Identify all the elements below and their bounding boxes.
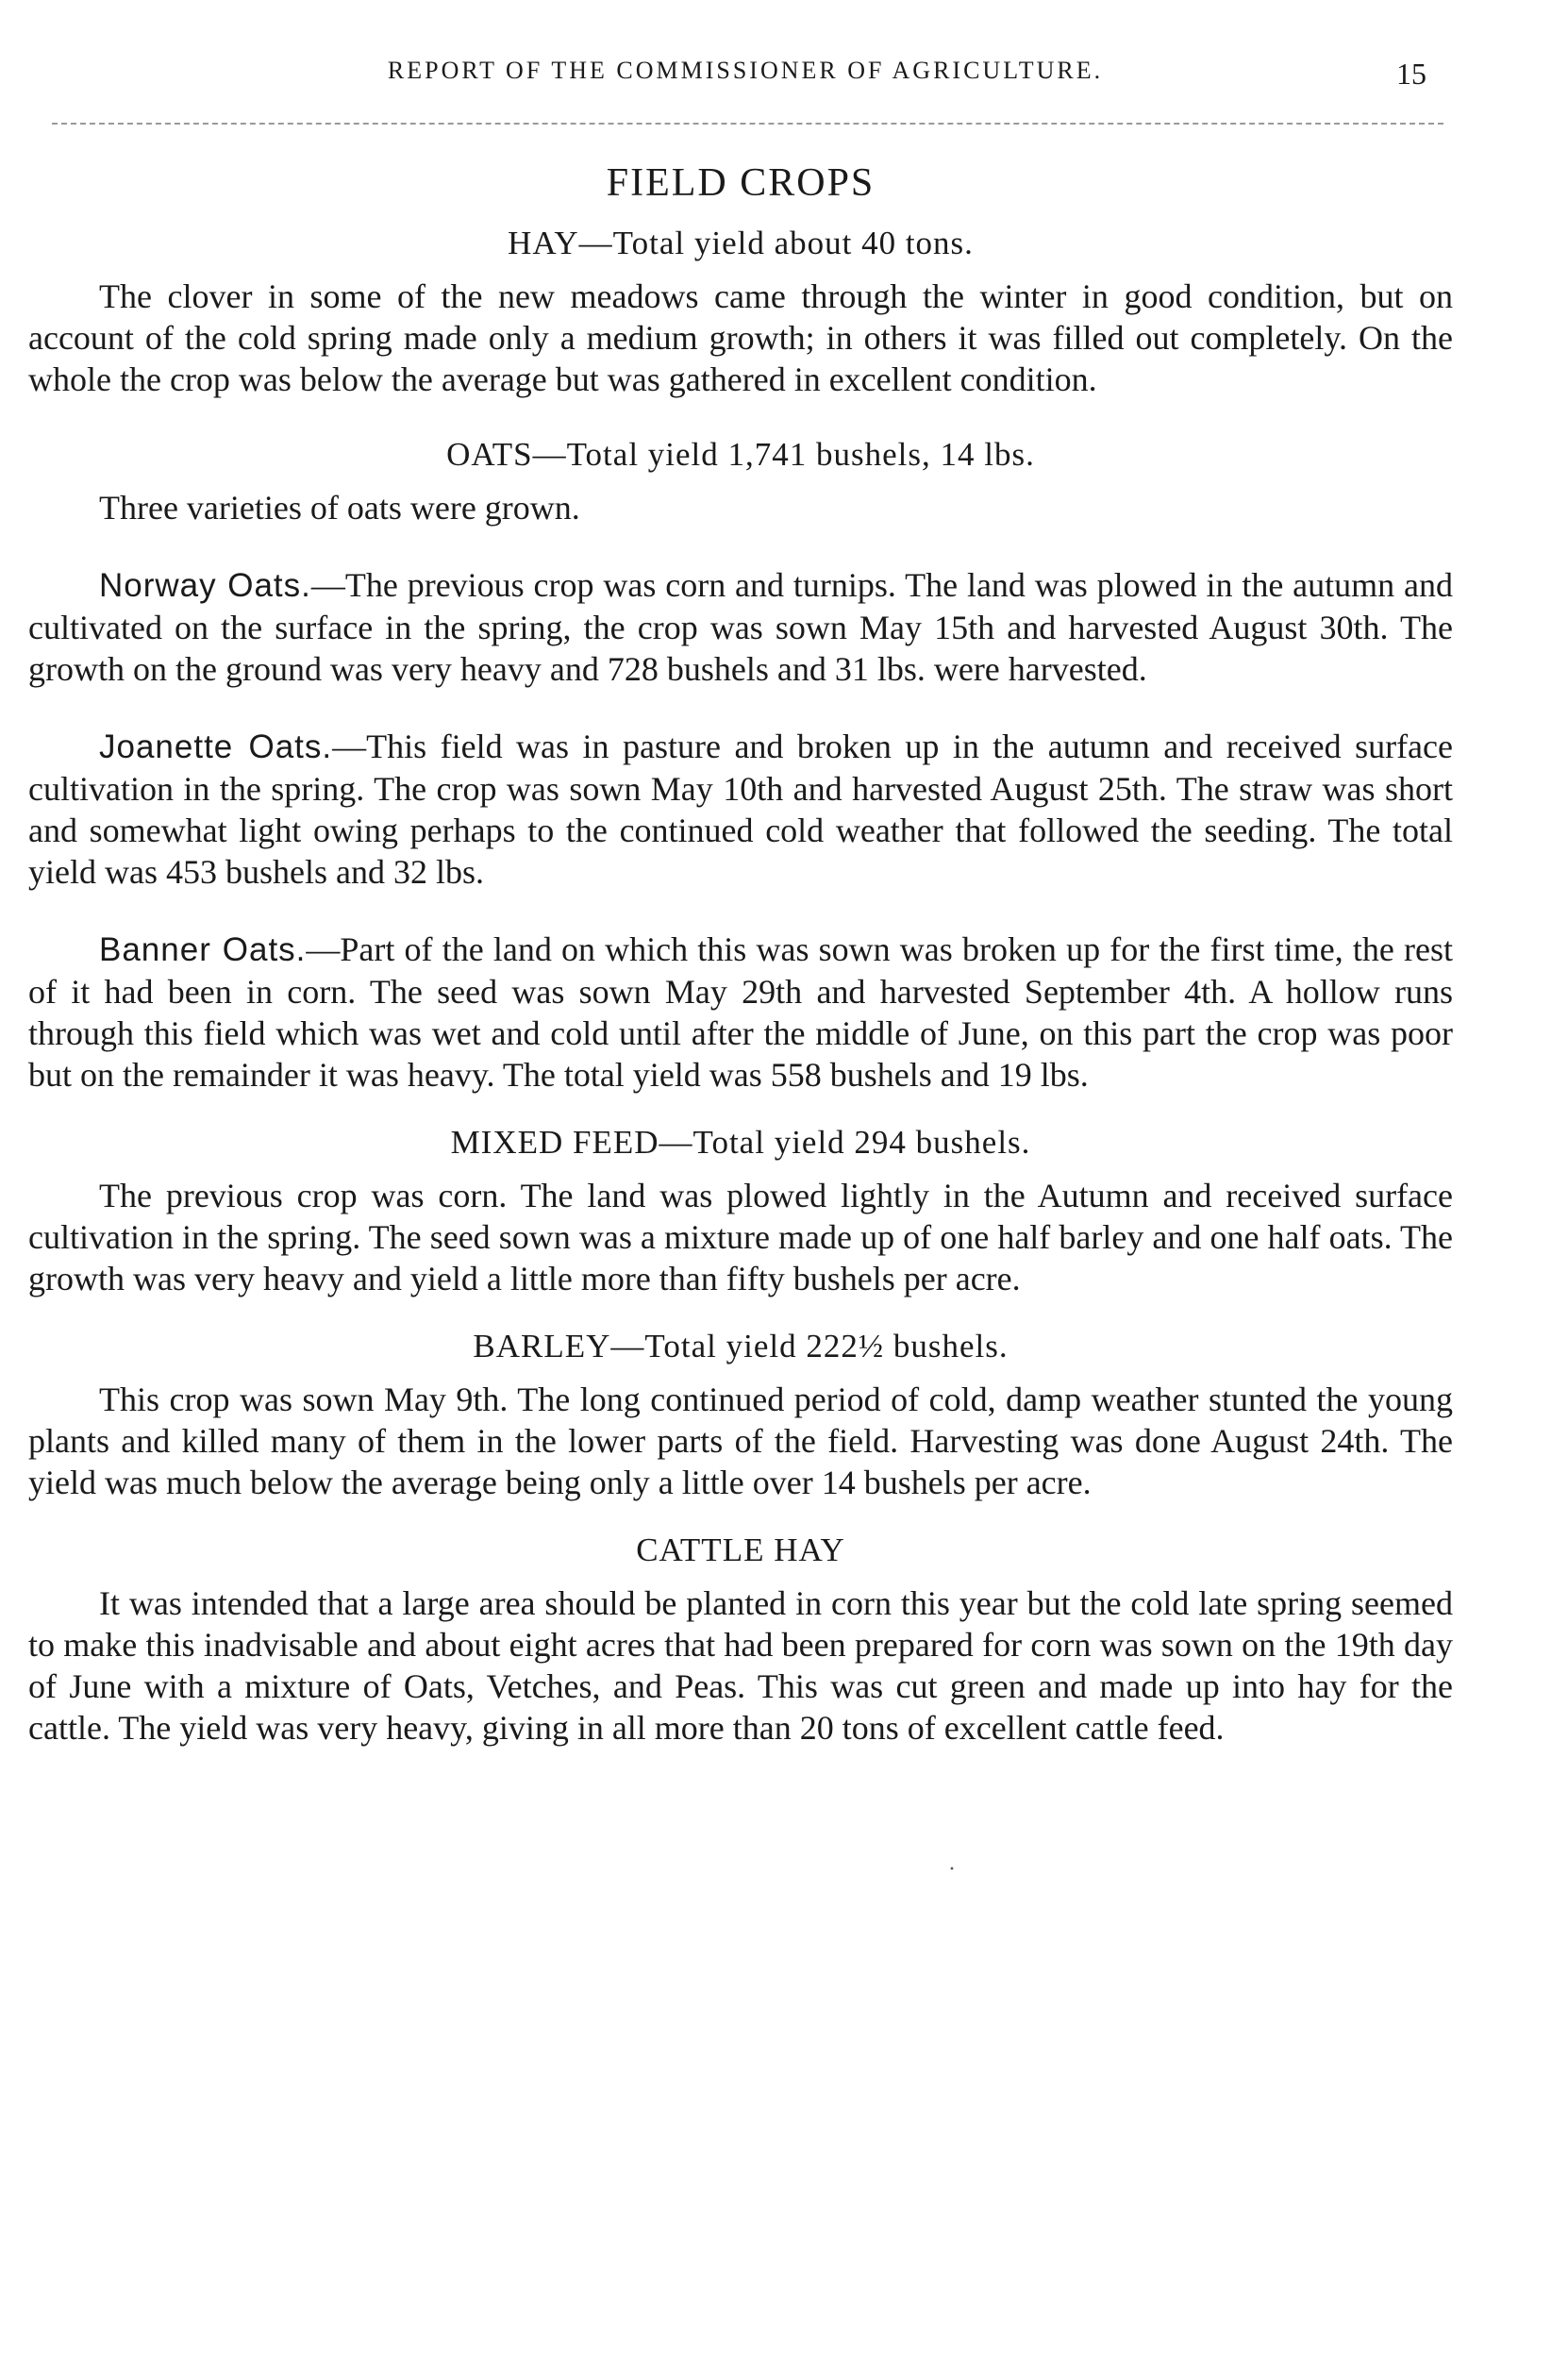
banner-oats-paragraph	[28, 929, 1453, 1096]
norway-oats-text: —The previous crop was corn and turnips. The land was plowed in the autumn and cultivated on the surface in the spring, the crop was sown May 15th and harvested August 30th. The growth on the ground was very heavy and 728 bushels and 31 lbs. were harvested.	[28, 566, 1454, 688]
banner-oats-text: —Part of the land on which this was sown was broken up for the first time, the rest of it had been in corn. The seed was sown May 29th and harvested September 4th. A hollow runs through this field which was wet and cold until after the middle of June, on this part the crop was poor but on the remainder it was heavy. The total yield was 558 bushels and 19 lbs.	[28, 930, 1453, 1094]
running-title: REPORT OF THE COMMISSIONER OF AGRICULTURE.	[387, 57, 1104, 84]
section-title: FIELD CROPS	[606, 161, 876, 205]
cattle-hay-heading: CATTLE HAY	[636, 1531, 845, 1568]
joanette-oats-lead: Joanette Oats.	[99, 728, 333, 765]
norway-oats-paragraph	[28, 564, 1453, 690]
barley-heading: BARLEY—Total yield 222½ bushels.	[473, 1328, 1009, 1364]
page-content	[28, 160, 1453, 1784]
hay-heading: HAY—Total yield about 40 tons.	[508, 225, 974, 261]
oats-heading: OATS—Total yield 1,741 bushels, 14 lbs.	[446, 436, 1035, 473]
mixed-feed-paragraph: The previous crop was corn. The land was plowed lightly in the Autumn and received surface cultivation in the spring. The seed sown was a mixture made up of one half barley and one half oats. The growth was very heavy and yield a little more than fifty bushels per acre.	[28, 1177, 1453, 1297]
oats-intro: Three varieties of oats were grown.	[99, 489, 580, 527]
norway-oats-lead: Norway Oats.	[99, 567, 311, 604]
mixed-feed-heading: MIXED FEED—Total yield 294 bushels.	[450, 1124, 1031, 1161]
cattle-hay-paragraph: It was intended that a large area should be planted in corn this year but the cold late spring seemed to make this inadvisable and about eight acres that had been prepared for corn was sown on the 19th day of June with a mixture of Oats, Vetches, and Peas. This was cut green and made up into hay for the cattle. The yield was very heavy, giving in all more than 20 tons of excellent cattle feed.	[28, 1584, 1453, 1747]
header-rule	[52, 123, 1443, 125]
joanette-oats-paragraph	[28, 726, 1453, 893]
running-head	[0, 57, 1568, 94]
barley-paragraph: This crop was sown May 9th. The long continued period of cold, damp weather stunted the young plants and killed many of them in the lower parts of the field. Harvesting was done August 24th. The yield was much below the average being only a little over 14 bushels per acre.	[28, 1381, 1453, 1501]
banner-oats-lead: Banner Oats.	[99, 931, 307, 968]
stray-ink-mark: ·	[948, 1857, 956, 1882]
hay-paragraph: The clover in some of the new meadows came through the winter in good condition, but on account of the cold spring made only a medium growth; in others it was filled out completely. On the whole the crop was below the average but was gathered in excellent condition.	[28, 277, 1453, 398]
joanette-oats-text: —This field was in pasture and broken up in the autumn and received surface cultivation in the spring. The crop was sown May 10th and harvested August 25th. The straw was short and somewhat light owing perhaps to the continued cold weather that followed the seeding. The total yield was 453 bushels and 32 lbs.	[28, 728, 1453, 891]
page-number: 15	[1396, 57, 1426, 91]
